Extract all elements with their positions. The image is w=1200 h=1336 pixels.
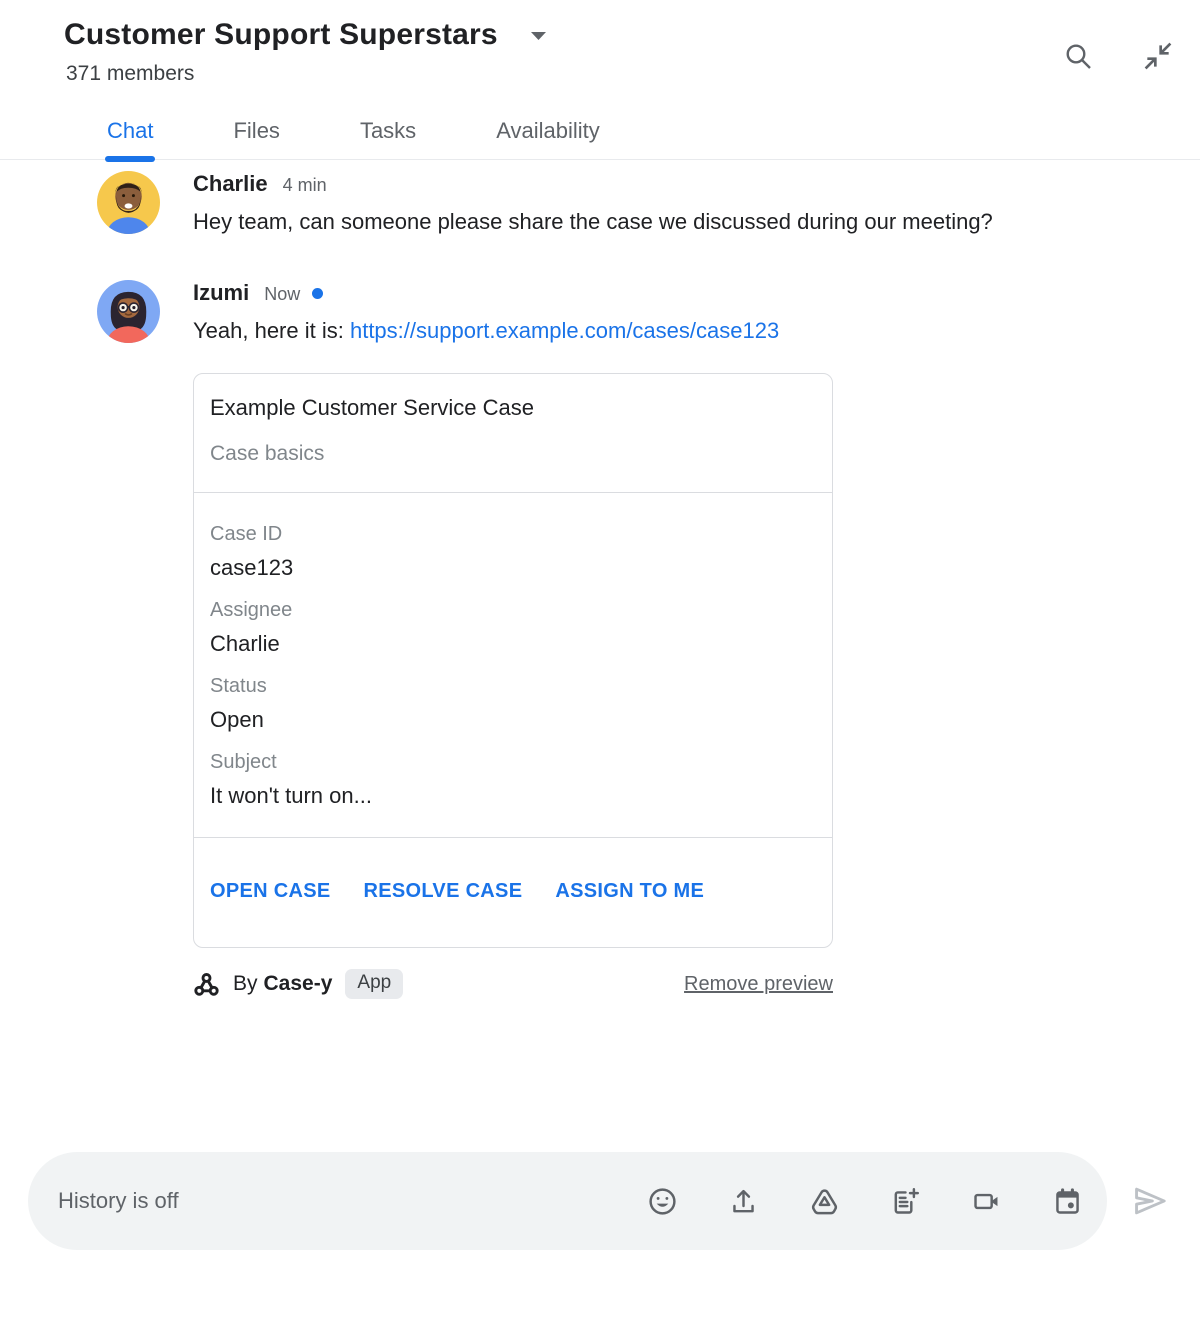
composer-placeholder: History is off bbox=[58, 1188, 179, 1213]
message-time: Now bbox=[264, 284, 301, 304]
calendar-icon[interactable] bbox=[1052, 1186, 1083, 1217]
tab-chat[interactable]: Chat bbox=[107, 118, 153, 159]
message-input[interactable] bbox=[28, 1152, 1107, 1250]
case-link[interactable]: https://support.example.com/cases/case123 bbox=[349, 318, 780, 343]
message-text-prefix: Yeah, here it is: bbox=[193, 318, 350, 343]
avatar-izumi[interactable] bbox=[97, 280, 160, 343]
field-assignee bbox=[210, 599, 816, 657]
room-title: Customer Support Superstars bbox=[64, 18, 498, 51]
message-text bbox=[193, 311, 833, 351]
drive-icon[interactable] bbox=[809, 1186, 840, 1217]
field-case-id bbox=[210, 523, 816, 581]
message-list bbox=[0, 160, 1200, 999]
field-value: Charlie bbox=[210, 631, 280, 656]
video-call-icon[interactable] bbox=[971, 1186, 1002, 1217]
resolve-case-button[interactable]: RESOLVE CASE bbox=[363, 880, 523, 902]
preview-attribution bbox=[193, 969, 833, 999]
room-header bbox=[0, 0, 1200, 160]
field-label: Subject bbox=[210, 751, 277, 773]
message-time: 4 min bbox=[282, 175, 327, 195]
open-case-button[interactable]: OPEN CASE bbox=[210, 880, 331, 902]
message-charlie bbox=[97, 171, 1200, 242]
remove-preview-link[interactable]: Remove preview bbox=[684, 972, 833, 995]
app-name: Case-y bbox=[263, 972, 333, 995]
field-value: case123 bbox=[210, 555, 294, 580]
member-count: 371 members bbox=[66, 62, 195, 85]
tab-tasks[interactable]: Tasks bbox=[359, 118, 417, 143]
sender-name[interactable]: Charlie bbox=[193, 171, 268, 196]
field-value: Open bbox=[210, 707, 264, 732]
tab-availability[interactable]: Availability bbox=[496, 118, 600, 143]
message-text: Hey team, can someone please share the case we discussed during our meeting? bbox=[193, 209, 993, 234]
send-icon[interactable] bbox=[1131, 1182, 1169, 1220]
app-badge: App bbox=[345, 969, 403, 999]
field-value: It won't turn on... bbox=[210, 783, 372, 808]
field-subject bbox=[210, 751, 816, 809]
message-izumi bbox=[97, 280, 1200, 999]
field-status bbox=[210, 675, 816, 733]
meeting-notes-icon[interactable] bbox=[890, 1186, 921, 1217]
tab-bar bbox=[107, 118, 1200, 159]
case-preview-card bbox=[193, 373, 833, 948]
emoji-icon[interactable] bbox=[647, 1186, 678, 1217]
composer-row bbox=[28, 1152, 1169, 1250]
field-label: Assignee bbox=[210, 599, 293, 621]
by-label: By Case-y bbox=[233, 972, 333, 995]
card-subtitle: Case basics bbox=[210, 442, 325, 465]
search-icon[interactable] bbox=[1062, 40, 1094, 72]
collapse-icon[interactable] bbox=[1142, 40, 1174, 72]
assign-to-me-button[interactable]: ASSIGN TO ME bbox=[555, 880, 705, 902]
card-title: Example Customer Service Case bbox=[210, 395, 535, 420]
room-menu-caret-icon[interactable] bbox=[526, 28, 551, 42]
upload-icon[interactable] bbox=[728, 1186, 759, 1217]
presence-dot bbox=[312, 288, 323, 299]
field-label: Case ID bbox=[210, 523, 283, 545]
webhook-icon bbox=[193, 971, 220, 998]
sender-name[interactable]: Izumi bbox=[193, 280, 250, 305]
field-label: Status bbox=[210, 675, 267, 697]
avatar-charlie[interactable] bbox=[97, 171, 160, 234]
tab-files[interactable]: Files bbox=[233, 118, 280, 143]
